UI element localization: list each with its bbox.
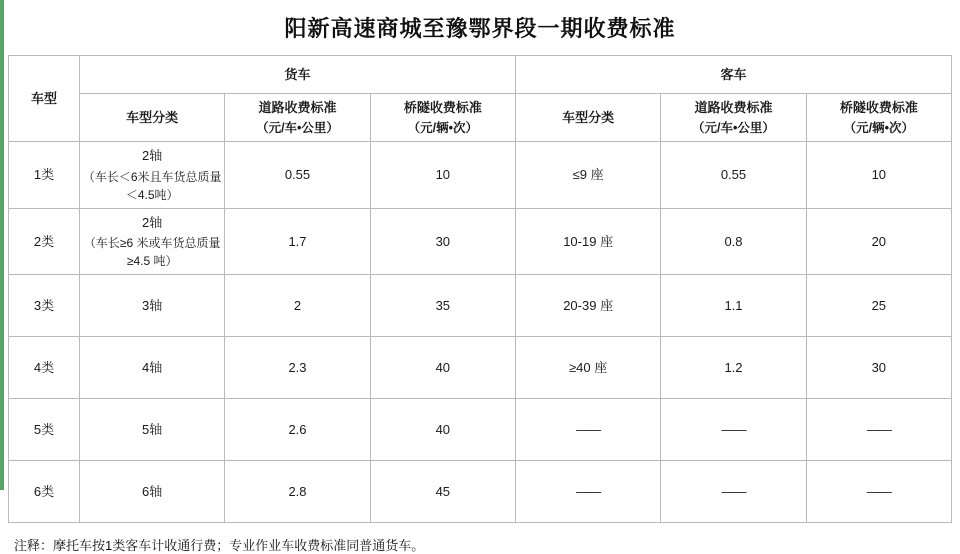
cell-truck-road: 0.55 xyxy=(225,142,370,209)
cell-type: 1类 xyxy=(9,142,80,209)
table-row xyxy=(9,208,952,275)
cell-truck-road: 2 xyxy=(225,275,370,337)
header-truck-bridge xyxy=(370,94,515,142)
cell-truck-bridge: 40 xyxy=(370,399,515,461)
table-row xyxy=(9,275,952,337)
cell-type: 2类 xyxy=(9,208,80,275)
table-row xyxy=(9,399,952,461)
cell-type: 6类 xyxy=(9,461,80,523)
cell-bus-road: 0.8 xyxy=(661,208,806,275)
header-bus-bridge-label: 桥隧收费标准 xyxy=(839,100,918,115)
cell-bus-bridge: 25 xyxy=(806,275,951,337)
cell-truck-class-main: 5轴 xyxy=(142,422,163,437)
table-header xyxy=(9,56,952,142)
cell-bus-road: 1.2 xyxy=(661,337,806,399)
cell-truck-class xyxy=(80,461,225,523)
cell-bus-bridge: 30 xyxy=(806,337,951,399)
cell-type: 5类 xyxy=(9,399,80,461)
header-group-row xyxy=(9,56,952,94)
cell-truck-class-main: 2轴 xyxy=(142,148,163,164)
cell-truck-class xyxy=(80,208,225,275)
cell-bus-road: 0.55 xyxy=(661,142,806,209)
cell-type: 4类 xyxy=(9,337,80,399)
cell-truck-bridge: 10 xyxy=(370,142,515,209)
cell-bus-bridge: 10 xyxy=(806,142,951,209)
header-bus-class xyxy=(515,94,660,142)
header-truck-bridge-label: 桥隧收费标准 xyxy=(403,100,482,115)
cell-bus-road: —— xyxy=(661,399,806,461)
header-truck-road-unit: （元/车•公里） xyxy=(256,120,339,135)
header-sub-row xyxy=(9,94,952,142)
cell-truck-class xyxy=(80,142,225,209)
header-bus-road xyxy=(661,94,806,142)
cell-bus-road: —— xyxy=(661,461,806,523)
accent-edge xyxy=(0,0,4,490)
cell-truck-road: 2.8 xyxy=(225,461,370,523)
cell-type: 3类 xyxy=(9,275,80,337)
cell-truck-class-main: 2轴 xyxy=(142,214,163,230)
table-row xyxy=(9,142,952,209)
header-truck-class-label: 车型分类 xyxy=(126,109,179,125)
cell-truck-bridge: 30 xyxy=(370,208,515,275)
cell-bus-bridge: —— xyxy=(806,461,951,523)
table-row xyxy=(9,461,952,523)
table-row xyxy=(9,337,952,399)
header-group-bus: 客车 xyxy=(515,56,951,94)
cell-bus-class: —— xyxy=(515,461,660,523)
header-truck-road xyxy=(225,94,370,142)
footnote: 注释：摩托车按1类客车计收通行费；专业作业车收费标准同普通货车。 xyxy=(14,538,425,554)
cell-truck-class-main: 6轴 xyxy=(142,484,163,499)
header-bus-bridge-unit: （元/辆•次） xyxy=(843,120,914,135)
cell-truck-bridge: 45 xyxy=(370,461,515,523)
header-truck-class xyxy=(80,94,225,142)
cell-bus-class: ≥40 座 xyxy=(515,337,660,399)
cell-bus-road: 1.1 xyxy=(661,275,806,337)
cell-bus-bridge: —— xyxy=(806,399,951,461)
cell-truck-road: 2.6 xyxy=(225,399,370,461)
cell-bus-bridge: 20 xyxy=(806,208,951,275)
cell-bus-class: —— xyxy=(515,399,660,461)
page-title: 阳新高速商城至豫鄂界段一期收费标准 xyxy=(284,16,676,41)
cell-truck-class-main: 4轴 xyxy=(142,360,163,375)
header-bus-road-label: 道路收费标准 xyxy=(694,100,773,115)
cell-bus-class: 10-19 座 xyxy=(515,208,660,275)
table-body xyxy=(9,142,952,523)
header-bus-bridge xyxy=(806,94,951,142)
cell-truck-class xyxy=(80,337,225,399)
cell-bus-class: 20-39 座 xyxy=(515,275,660,337)
header-cartype: 车型 xyxy=(9,56,80,142)
header-bus-class-label: 车型分类 xyxy=(562,109,615,125)
header-group-truck: 货车 xyxy=(80,56,516,94)
toll-rate-table xyxy=(8,55,952,523)
cell-truck-road: 1.7 xyxy=(225,208,370,275)
cell-truck-class-main: 3轴 xyxy=(142,298,163,313)
header-bus-road-unit: （元/车•公里） xyxy=(692,120,775,135)
cell-truck-bridge: 40 xyxy=(370,337,515,399)
cell-truck-class xyxy=(80,275,225,337)
cell-truck-bridge: 35 xyxy=(370,275,515,337)
cell-truck-class xyxy=(80,399,225,461)
cell-truck-class-note: （车长≥6 米或车货总质量≥4.5 吨） xyxy=(83,236,221,269)
cell-truck-road: 2.3 xyxy=(225,337,370,399)
header-truck-road-label: 道路收费标准 xyxy=(258,100,337,115)
header-truck-bridge-unit: （元/辆•次） xyxy=(407,120,478,135)
cell-truck-class-note: （车长＜6米且车货总质量＜4.5吨） xyxy=(82,169,222,202)
cell-bus-class: ≤9 座 xyxy=(515,142,660,209)
